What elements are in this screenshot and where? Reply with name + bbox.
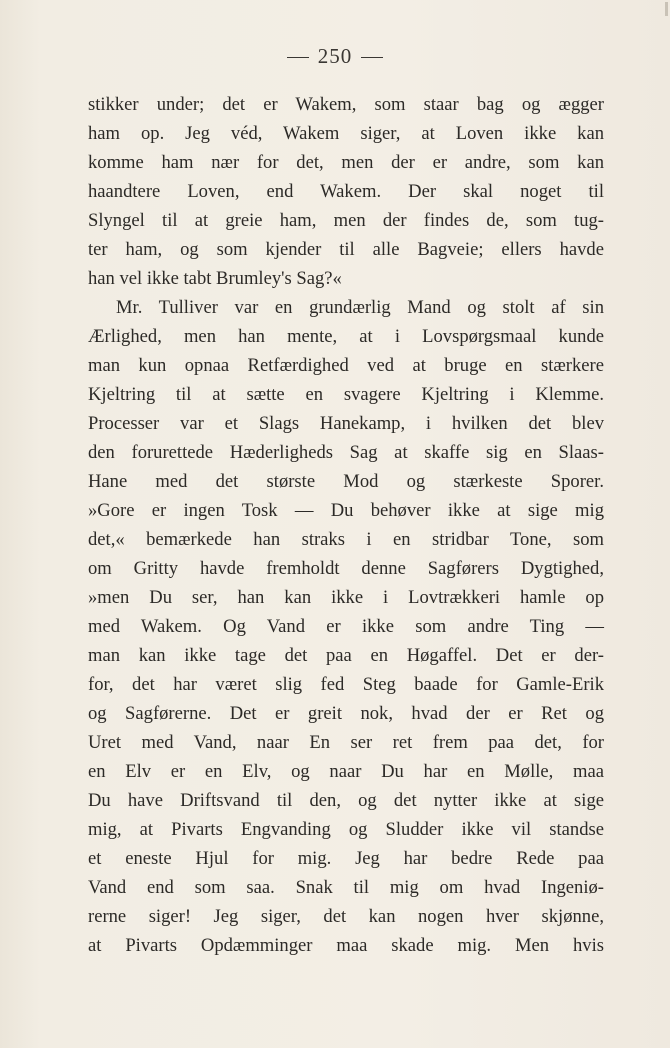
text-line: ham op. Jeg véd, Wakem siger, at Loven ikke kan bbox=[88, 123, 604, 144]
text-line: den forurettede Hæderligheds Sag at skaffe sig en Slaas- bbox=[88, 442, 604, 463]
page-number-dash-right bbox=[361, 57, 383, 58]
text-line: Vand end som saa. Snak til mig om hvad Ingeniø- bbox=[88, 877, 604, 898]
text-line: med Wakem. Og Vand er ikke som andre Ting — bbox=[88, 616, 604, 637]
page-number: 250 bbox=[317, 44, 353, 68]
text-line: at Pivarts Opdæmminger maa skade mig. Men hvis bbox=[88, 935, 604, 956]
text-line: man kan ikke tage det paa en Høgaffel. Det er der- bbox=[88, 645, 604, 666]
text-line: »men Du ser, han kan ikke i Lovtrækkeri hamle op bbox=[88, 587, 604, 608]
text-line: Processer var et Slags Hanekamp, i hvilken det blev bbox=[88, 413, 604, 434]
text-line: Du have Driftsvand til den, og det nytter ikke at sige bbox=[88, 790, 604, 811]
text-line: rerne siger! Jeg siger, det kan nogen hver skjønne, bbox=[88, 906, 604, 927]
text-line: Slyngel til at greie ham, men der findes de, som tug- bbox=[88, 210, 604, 231]
text-line: ter ham, og som kjender til alle Bagveie; ellers havde bbox=[88, 239, 604, 260]
page-edge-mark bbox=[665, 2, 668, 16]
page-number-dash-left bbox=[287, 57, 309, 58]
text-line-paragraph-start: Mr. Tulliver var en grundærlig Mand og stolt af sin bbox=[116, 297, 604, 318]
text-line: »Gore er ingen Tosk — Du behøver ikke at sige mig bbox=[88, 500, 604, 521]
text-line: Hane med det største Mod og stærkeste Sporer. bbox=[88, 471, 604, 492]
page-number-header bbox=[0, 44, 670, 69]
text-line: og Sagførerne. Det er greit nok, hvad der er Ret og bbox=[88, 703, 604, 724]
text-line: haandtere Loven, end Wakem. Der skal noget til bbox=[88, 181, 604, 202]
text-line: for, det har været slig fed Steg baade for Gamle-Erik bbox=[88, 674, 604, 695]
body-text bbox=[88, 90, 604, 960]
text-line: man kun opnaa Retfærdighed ved at bruge en stærkere bbox=[88, 355, 604, 376]
text-line: Ærlighed, men han mente, at i Lovspørgsmaal kunde bbox=[88, 326, 604, 347]
text-line: Uret med Vand, naar En ser ret frem paa det, for bbox=[88, 732, 604, 753]
text-line: om Gritty havde fremholdt denne Sagførers Dygtighed, bbox=[88, 558, 604, 579]
text-line: stikker under; det er Wakem, som staar bag og ægger bbox=[88, 94, 604, 115]
text-line: mig, at Pivarts Engvanding og Sludder ikke vil standse bbox=[88, 819, 604, 840]
text-line: Kjeltring til at sætte en svagere Kjeltring i Klemme. bbox=[88, 384, 604, 405]
text-line-paragraph-end: han vel ikke tabt Brumley's Sag?« bbox=[88, 268, 342, 289]
text-line: det,« bemærkede han straks i en stridbar Tone, som bbox=[88, 529, 604, 550]
text-line: komme ham nær for det, men der er andre, som kan bbox=[88, 152, 604, 173]
text-line: en Elv er en Elv, og naar Du har en Mølle, maa bbox=[88, 761, 604, 782]
text-line: et eneste Hjul for mig. Jeg har bedre Rede paa bbox=[88, 848, 604, 869]
